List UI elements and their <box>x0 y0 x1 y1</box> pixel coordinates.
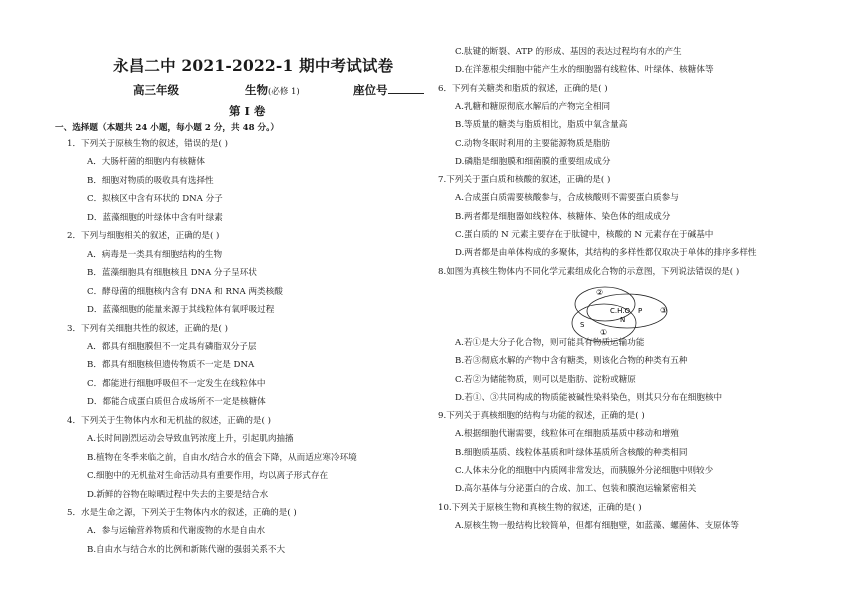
grade-label: 高三年级 <box>133 83 179 97</box>
subject-note: (必修 1) <box>268 87 300 97</box>
answer-option: B.自由水与结合水的比例和新陈代谢的强弱关系不大 <box>87 544 286 555</box>
answer-option: A.合成蛋白质需要核酸参与，合成核酸则不需要蛋白质参与 <box>455 193 679 204</box>
subject-label: 生物(必修 1) <box>245 83 300 97</box>
answer-option: A.原核生物一般结构比较简单，但都有细胞壁，如蓝藻、螺菌体、支原体等 <box>455 520 739 531</box>
answer-option: C.细胞中的无机盐对生命活动具有重要作用，均以离子形式存在 <box>87 471 329 482</box>
section-heading: 一、选择题（本题共 24 小题，每小题 2 分，共 48 分。） <box>55 123 280 133</box>
answer-option: D.在洋葱根尖细胞中能产生水的细胞器有线粒体、叶绿体、核糖体等 <box>455 65 714 76</box>
venn-label-3: ③ <box>660 306 668 315</box>
question-stem: 10.下列关于原核生物和真核生物的叙述，正确的是( ) <box>438 502 642 513</box>
answer-option: C.肽键的断裂、ATP 的形成、基因的表达过程均有水的产生 <box>455 47 682 57</box>
answer-option: B．细胞对物质的吸收具有选择性 <box>87 175 214 186</box>
question-stem: 4．下列关于生物体内水和无机盐的叙述，正确的是( ) <box>67 415 271 426</box>
answer-option: A.乳糖和糖原彻底水解后的产物完全相同 <box>455 101 611 112</box>
answer-option: A.长时间剧烈运动会导致血钙浓度上升，引起肌肉抽搐 <box>87 434 294 445</box>
volume-label: 第 I 卷 <box>229 104 266 118</box>
answer-option: C．酵母菌的细胞核内含有 DNA 和 RNA 两类核酸 <box>87 286 283 297</box>
seat-number-field: 座位号 <box>353 82 424 98</box>
venn-label-center: C.H.O <box>610 307 630 315</box>
question-stem: 5．水是生命之源，下列关于生物体内水的叙述，正确的是( ) <box>67 508 297 518</box>
venn-label-n: N <box>620 316 626 324</box>
answer-option: C.蛋白质的 N 元素主要存在于肽键中，核酸的 N 元素存在于碱基中 <box>455 230 714 240</box>
answer-option: D.两者都是由单体构成的多聚体，其结构的多样性都仅取决于单体的排序多样性 <box>455 248 757 259</box>
element-venn-diagram <box>560 282 680 348</box>
answer-option: B.等质量的糖类与脂质相比，脂质中氧含量高 <box>455 120 628 131</box>
answer-option: D.若①、③共同构成的物质能被碱性染料染色，则其只分布在细胞核中 <box>455 392 723 403</box>
answer-option: D．蓝藻细胞的叶绿体中含有叶绿素 <box>87 212 223 223</box>
question-stem: 1．下列关于原核生物的叙述，错误的是( ) <box>67 139 228 149</box>
answer-option: D.磷脂是细胞膜和细菌膜的重要组成成分 <box>455 156 611 167</box>
answer-option: B.细胞质基质、线粒体基质和叶绿体基质所含核酸的种类相同 <box>455 447 688 458</box>
answer-option: B.若③彻底水解的产物中含有糖类，则该化合物的种类有五种 <box>455 356 688 367</box>
answer-option: B.植物在冬季来临之前，自由水/结合水的值会下降，从而适应寒冷环境 <box>87 452 357 463</box>
answer-option: B．蓝藻细胞具有细胞核且 DNA 分子呈环状 <box>87 268 257 279</box>
answer-option: B．都具有细胞核但遗传物质不一定是 DNA <box>87 360 255 371</box>
venn-label-1: ① <box>600 328 608 337</box>
answer-option: B.两者都是细胞器如线粒体、核糖体、染色体的组成成分 <box>455 211 671 222</box>
venn-label-2: ② <box>596 288 604 297</box>
answer-option: A．病毒是一类具有细胞结构的生物 <box>87 249 223 260</box>
answer-option: A.根据细胞代谢需要，线粒体可在细胞质基质中移动和增殖 <box>455 429 679 440</box>
question-stem: 6．下列有关糖类和脂质的叙述，正确的是( ) <box>438 83 608 94</box>
answer-option: A．大肠杆菌的细胞内有核糖体 <box>87 157 205 168</box>
answer-option: C．拟核区中含有环状的 DNA 分子 <box>87 194 223 205</box>
answer-option: D．都能合成蛋白质但合成场所不一定是核糖体 <box>87 397 266 408</box>
question-stem: 9.下列关于真核细胞的结构与功能的叙述，正确的是( ) <box>438 411 645 422</box>
venn-label-p: P <box>638 307 643 315</box>
answer-option: A．参与运输营养物质和代谢废物的水是自由水 <box>87 526 266 537</box>
seat-number-blank <box>388 84 424 94</box>
answer-option: A.若①是大分子化合物，则可能具有物质运输功能 <box>455 337 645 348</box>
venn-label-s: S <box>580 321 585 329</box>
exam-title: 永昌二中 2021-2022-1 期中考试试卷 <box>113 56 394 75</box>
answer-option: D．蓝藻细胞的能量来源于其线粒体有氧呼吸过程 <box>87 305 275 316</box>
answer-option: C.人体未分化的细胞中内质网非常发达，而胰腺外分泌细胞中则较少 <box>455 466 714 476</box>
question-stem: 7.下列关于蛋白质和核酸的叙述，正确的是( ) <box>438 175 611 186</box>
answer-option: A．都具有细胞膜但不一定具有磷脂双分子层 <box>87 341 257 352</box>
question-stem: 8.如图为真核生物体内不同化学元素组成化合物的示意图，下列说法错误的是( ) <box>438 266 740 277</box>
answer-option: D.高尔基体与分泌蛋白的合成、加工、包装和膜泡运输紧密相关 <box>455 484 697 495</box>
answer-option: C.动物冬眠时利用的主要能源物质是脂肪 <box>455 138 611 149</box>
question-stem: 2．下列与细胞相关的叙述，正确的是( ) <box>67 231 220 242</box>
answer-option: C.若②为储能物质，则可以是脂肪、淀粉或糖原 <box>455 374 636 385</box>
answer-option: D.新鲜的谷物在晾晒过程中失去的主要是结合水 <box>87 489 269 500</box>
question-stem: 3．下列有关细胞共性的叙述，正确的是( ) <box>67 323 228 334</box>
answer-option: C．都能进行细胞呼吸但不一定发生在线粒体中 <box>87 378 266 389</box>
